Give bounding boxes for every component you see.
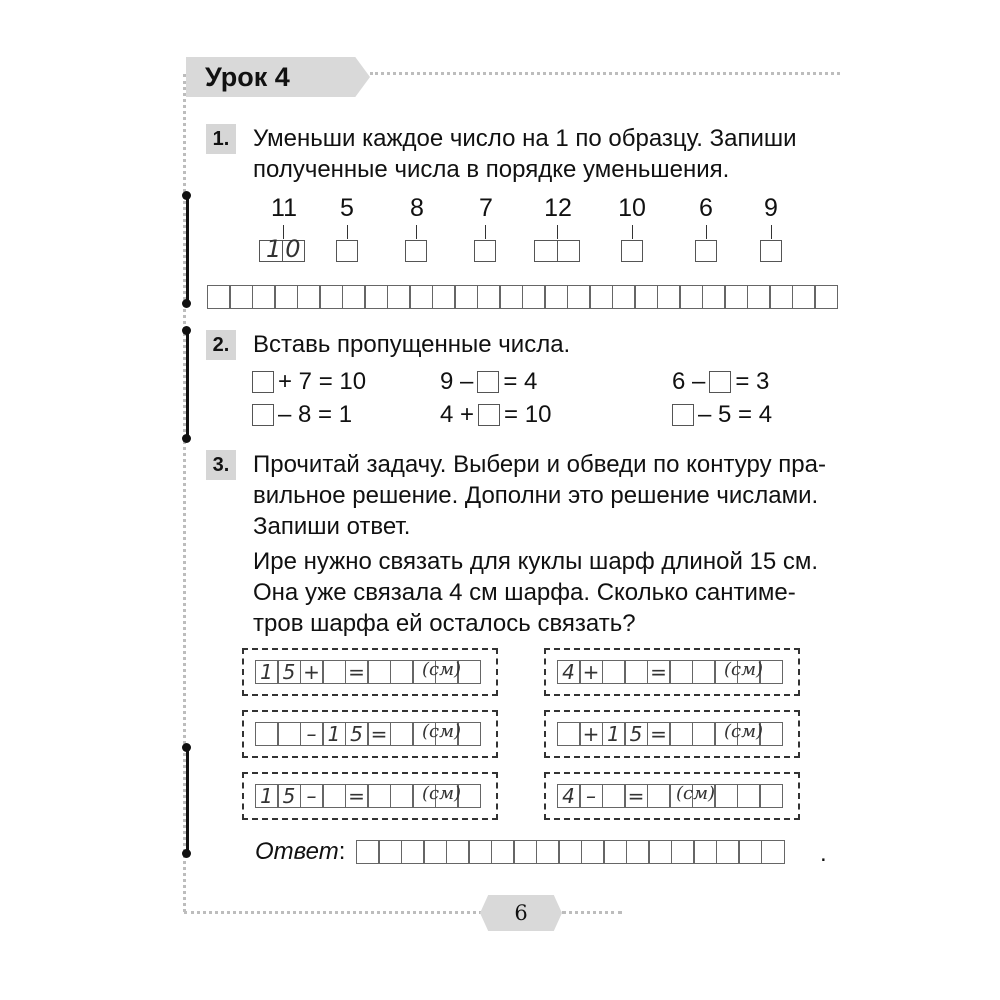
blank-box[interactable] <box>477 371 499 393</box>
equation: 9 – = 4 <box>440 368 538 395</box>
bracket-dot <box>182 743 191 752</box>
bottom-dotted-rule-right <box>562 911 622 914</box>
number-item: 9 <box>764 194 778 222</box>
bracket-dot <box>182 326 191 335</box>
answer-cell-double[interactable] <box>534 240 580 262</box>
connector-line <box>771 225 772 239</box>
answer-strip[interactable] <box>208 285 838 309</box>
connector-line <box>416 225 417 239</box>
bracket-dot <box>182 849 191 858</box>
sample-answer-cells[interactable] <box>259 235 305 263</box>
equation: + 7 = 10 <box>248 367 366 397</box>
problem-line1: Ире нужно связать для куклы шарф длиной 15 см. <box>253 548 819 575</box>
answer-cell[interactable] <box>336 240 358 262</box>
bottom-dotted-rule <box>184 911 482 914</box>
bracket-dot <box>182 299 191 308</box>
number-item: 6 <box>699 194 713 222</box>
answer-cell[interactable] <box>695 240 717 262</box>
task-number: 2. <box>206 330 236 360</box>
blank-box[interactable] <box>672 404 694 426</box>
blank-box[interactable] <box>252 404 274 426</box>
unit-label: (см) <box>422 659 462 680</box>
unit-label: (см) <box>676 783 716 804</box>
solution-option-2[interactable]: 4 + = (см) <box>544 648 800 696</box>
connector-line <box>557 225 558 239</box>
answer-cell[interactable] <box>405 240 427 262</box>
bracket-dot <box>182 191 191 200</box>
bracket-task1 <box>186 196 189 304</box>
unit-label: (см) <box>422 783 462 804</box>
connector-line <box>485 225 486 239</box>
lesson-title: Урок 4 <box>205 62 290 92</box>
task-number: 3. <box>206 450 236 480</box>
number-item: 11 <box>271 194 297 222</box>
equation: 6 – = 3 <box>672 368 770 395</box>
unit-label: (см) <box>422 721 462 742</box>
equation: – 8 = 1 <box>248 400 352 430</box>
answer-cell[interactable] <box>760 240 782 262</box>
unit-label: (см) <box>724 659 764 680</box>
answer-label: Ответ: <box>255 838 346 865</box>
solution-option-1[interactable]: 1 5 + = (см) <box>242 648 498 696</box>
solution-option-5[interactable]: 1 5 – = (см) <box>242 772 498 820</box>
task-number: 1. <box>206 124 236 154</box>
task1-line1: Уменьши каждое число на 1 по образцу. Запиши <box>253 125 797 152</box>
problem-line3: тров шарфа ей осталось связать? <box>253 610 636 637</box>
number-item: 10 <box>618 194 646 222</box>
task3-line3: Запиши ответ. <box>253 513 411 540</box>
blank-box[interactable] <box>478 404 500 426</box>
solution-option-4[interactable]: + 1 5 = (см) <box>544 710 800 758</box>
task2-text: Вставь пропущенные числа. <box>253 331 571 358</box>
bracket-task2 <box>186 331 189 439</box>
answer-period: . <box>820 840 827 867</box>
solution-option-6[interactable]: 4 – = (см) <box>544 772 800 820</box>
connector-line <box>706 225 707 239</box>
page-number: 6 <box>514 901 528 925</box>
task1-line2: полученные числа в порядке уменьшения. <box>253 156 730 183</box>
problem-line2: Она уже связала 4 см шарфа. Сколько сантиме- <box>253 579 796 606</box>
top-dotted-rule <box>370 72 840 75</box>
solution-option-3[interactable]: – 1 5 = (см) <box>242 710 498 758</box>
bracket-dot <box>182 434 191 443</box>
task3-line2: вильное решение. Дополни это решение числами. <box>253 482 819 509</box>
task3-line1: Прочитай задачу. Выбери и обведи по контуру пра- <box>253 451 826 478</box>
number-item: 12 <box>544 194 572 222</box>
number-item: 7 <box>479 194 493 222</box>
answer-field[interactable] <box>357 840 785 864</box>
equation: 4 + = 10 <box>440 401 552 428</box>
bracket-task3 <box>186 748 189 854</box>
number-item: 5 <box>340 194 354 222</box>
equation: – 5 = 4 <box>668 400 772 430</box>
connector-line <box>347 225 348 239</box>
answer-cell[interactable] <box>474 240 496 262</box>
answer-cell[interactable] <box>621 240 643 262</box>
sample-answer: 10 <box>266 235 305 263</box>
unit-label: (см) <box>724 721 764 742</box>
blank-box[interactable] <box>252 371 274 393</box>
connector-line <box>632 225 633 239</box>
number-item: 8 <box>410 194 424 222</box>
blank-box[interactable] <box>709 371 731 393</box>
